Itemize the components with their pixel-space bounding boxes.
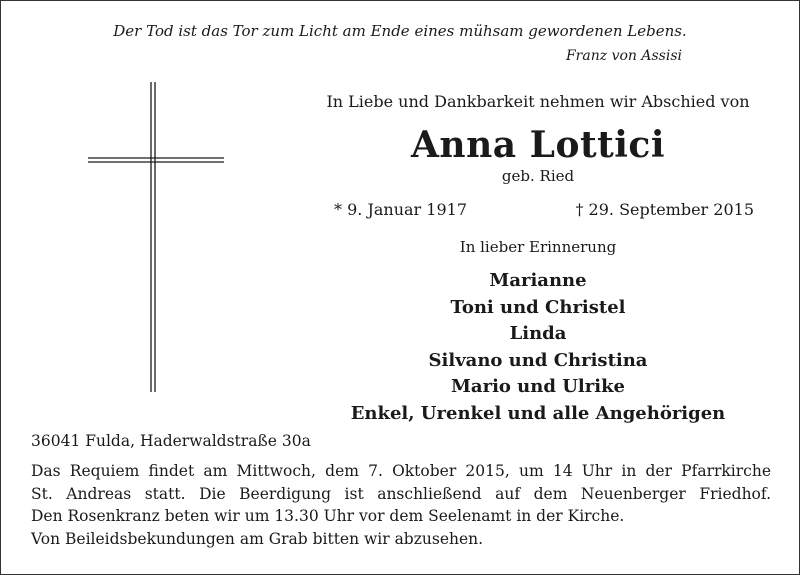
mourner-name: Toni und Christel (450, 296, 626, 318)
quote-author: Franz von Assisi (565, 48, 682, 64)
quote-text: Der Tod ist das Tor zum Licht am Ende eines mühsam gewordenen Lebens. (113, 22, 687, 40)
mourner-name: Silvano und Christina (428, 349, 648, 371)
service-info-line: Von Beileidsbekundungen am Grab bitten wir abzusehen. (31, 529, 484, 548)
mourner-name: Enkel, Urenkel und alle Angehörigen (350, 402, 726, 424)
service-info-line: Den Rosenkranz beten wir um 13.30 Uhr vor dem Seelenamt in der Kirche. (31, 507, 625, 525)
deceased-name: Anna Lottici (411, 124, 665, 166)
mourners-list (300, 268, 776, 427)
service-info-line: Das Requiem findet am Mittwoch, dem 7. Oktober 2015, um 14 Uhr in der Pfarrkirche (31, 462, 771, 480)
mourner-name: Linda (509, 323, 567, 344)
cross-icon (88, 82, 224, 392)
death-date: † 29. September 2015 (575, 200, 754, 219)
birth-date: * 9. Januar 1917 (334, 200, 467, 219)
service-info (31, 460, 771, 550)
service-info-line: St. Andreas statt. Die Beerdigung ist anschließend auf dem Neuenberger Friedhof. (31, 484, 771, 503)
mourner-name: Mario und Ulrike (451, 376, 625, 397)
memory-line: In lieber Erinnerung (459, 238, 617, 256)
mourner-name: Marianne (489, 270, 587, 291)
family-address: 36041 Fulda, Haderwaldstraße 30a (31, 432, 311, 450)
farewell-intro: In Liebe und Dankbarkeit nehmen wir Abschied von (326, 92, 750, 111)
birth-name: geb. Ried (501, 167, 575, 185)
